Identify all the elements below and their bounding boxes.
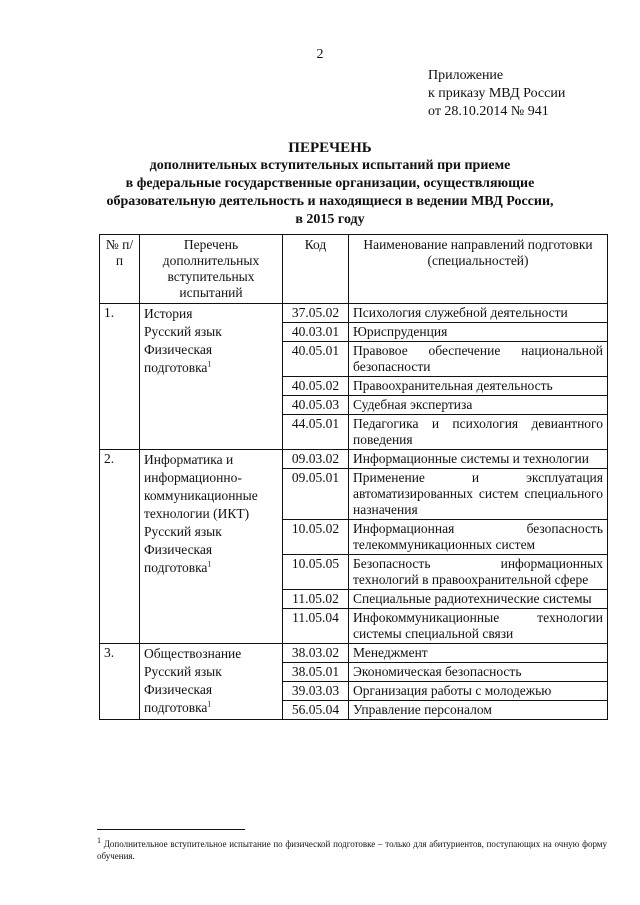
spec-code: 37.05.02 xyxy=(283,304,349,323)
header-num: № п/п xyxy=(100,235,140,304)
spec-code: 09.05.01 xyxy=(283,469,349,520)
appendix-line: от 28.10.2014 № 941 xyxy=(428,104,549,119)
table-header-row xyxy=(100,235,608,304)
table-row xyxy=(100,450,608,469)
exam-item-text: Физическая подготовка xyxy=(144,682,213,715)
document-subtitle-line: в 2015 году xyxy=(295,212,365,227)
spec-name: Педагогика и психология девиантного поведения xyxy=(349,415,608,450)
document-subtitle-line: в федеральные государственные организации, осуществляющие xyxy=(125,176,535,191)
exam-item: Обществознание xyxy=(144,646,242,661)
exam-item xyxy=(144,681,278,717)
table-row xyxy=(100,644,608,663)
spec-code: 40.05.03 xyxy=(283,396,349,415)
group-exams xyxy=(140,304,283,450)
spec-name: Психология служебной деятельности xyxy=(349,304,608,323)
document-subtitle-line: дополнительных вступительных испытаний при приеме xyxy=(149,158,511,173)
spec-name: Правоохранительная деятельность xyxy=(349,377,608,396)
footnote xyxy=(97,838,607,862)
footnote-divider xyxy=(97,829,245,830)
table-row xyxy=(100,304,608,323)
spec-name: Безопасность информационных технологий в правоохранительной сфере xyxy=(349,555,608,590)
spec-code: 11.05.02 xyxy=(283,590,349,609)
exam-item: Физическая xyxy=(144,542,213,557)
footnote-text: Дополнительное вступительное испытание по физической подготовке – только для абитуриентов, поступающих на очную форму обучения. xyxy=(97,839,607,861)
exam-item-text: подготовка xyxy=(144,560,208,575)
document-subtitle-line: образовательную деятельность и находящиеся в ведении МВД России, xyxy=(106,194,554,209)
appendix-line: Приложение xyxy=(428,68,504,83)
spec-code: 10.05.05 xyxy=(283,555,349,590)
spec-code: 40.05.01 xyxy=(283,342,349,377)
group-num: 2. xyxy=(100,450,140,644)
spec-name: Менеджмент xyxy=(349,644,608,663)
spec-name: Управление персоналом xyxy=(349,701,608,720)
spec-name: Информационные системы и технологии xyxy=(349,450,608,469)
exam-item xyxy=(144,341,278,377)
exam-item: технологии (ИКТ) xyxy=(144,506,250,521)
spec-code: 09.03.02 xyxy=(283,450,349,469)
footnote-ref: 1 xyxy=(207,699,212,709)
header-exams: Перечень дополнительных вступительных испытаний xyxy=(140,235,283,304)
spec-name: Специальные радиотехнические системы xyxy=(349,590,608,609)
spec-code: 10.05.02 xyxy=(283,520,349,555)
exam-item-text: Физическая подготовка xyxy=(144,342,213,375)
spec-code: 39.03.03 xyxy=(283,682,349,701)
spec-name: Инфокоммуникационные технологии системы специальной связи xyxy=(349,609,608,644)
footnote-mark: 1 xyxy=(97,836,101,845)
group-exams xyxy=(140,450,283,644)
spec-name: Судебная экспертиза xyxy=(349,396,608,415)
spec-code: 38.03.02 xyxy=(283,644,349,663)
exam-item xyxy=(144,559,278,577)
group-exams xyxy=(140,644,283,720)
exam-item: Информатика и xyxy=(144,452,234,467)
exam-item: Русский язык xyxy=(144,664,222,679)
document-title-block xyxy=(60,139,600,229)
exams-table xyxy=(99,234,608,720)
header-name: Наименование направлений подготовки (специальностей) xyxy=(349,235,608,304)
spec-name: Организация работы с молодежью xyxy=(349,682,608,701)
spec-code: 40.05.02 xyxy=(283,377,349,396)
spec-code: 44.05.01 xyxy=(283,415,349,450)
spec-code: 38.05.01 xyxy=(283,663,349,682)
spec-name: Правовое обеспечение национальной безопасности xyxy=(349,342,608,377)
exam-item: Русский язык xyxy=(144,524,222,539)
spec-name: Информационная безопасность телекоммуникационных систем xyxy=(349,520,608,555)
appendix-line: к приказу МВД России xyxy=(428,86,566,101)
spec-name: Применение и эксплуатация автоматизированных систем специального назначения xyxy=(349,469,608,520)
spec-name: Экономическая безопасность xyxy=(349,663,608,682)
spec-code: 40.03.01 xyxy=(283,323,349,342)
document-title: ПЕРЕЧЕНЬ xyxy=(288,140,372,156)
spec-code: 11.05.04 xyxy=(283,609,349,644)
group-num: 3. xyxy=(100,644,140,720)
footnote-ref: 1 xyxy=(207,359,212,369)
page-number: 2 xyxy=(316,47,324,62)
header-code: Код xyxy=(283,235,349,304)
exam-item: информационно- xyxy=(144,470,242,485)
group-num: 1. xyxy=(100,304,140,450)
footnote-ref: 1 xyxy=(207,559,212,569)
appendix-note xyxy=(428,67,565,121)
exam-item: История xyxy=(144,306,193,321)
spec-code: 56.05.04 xyxy=(283,701,349,720)
exam-item: коммуникационные xyxy=(144,488,258,503)
spec-name: Юриспруденция xyxy=(349,323,608,342)
exam-item: Русский язык xyxy=(144,324,222,339)
